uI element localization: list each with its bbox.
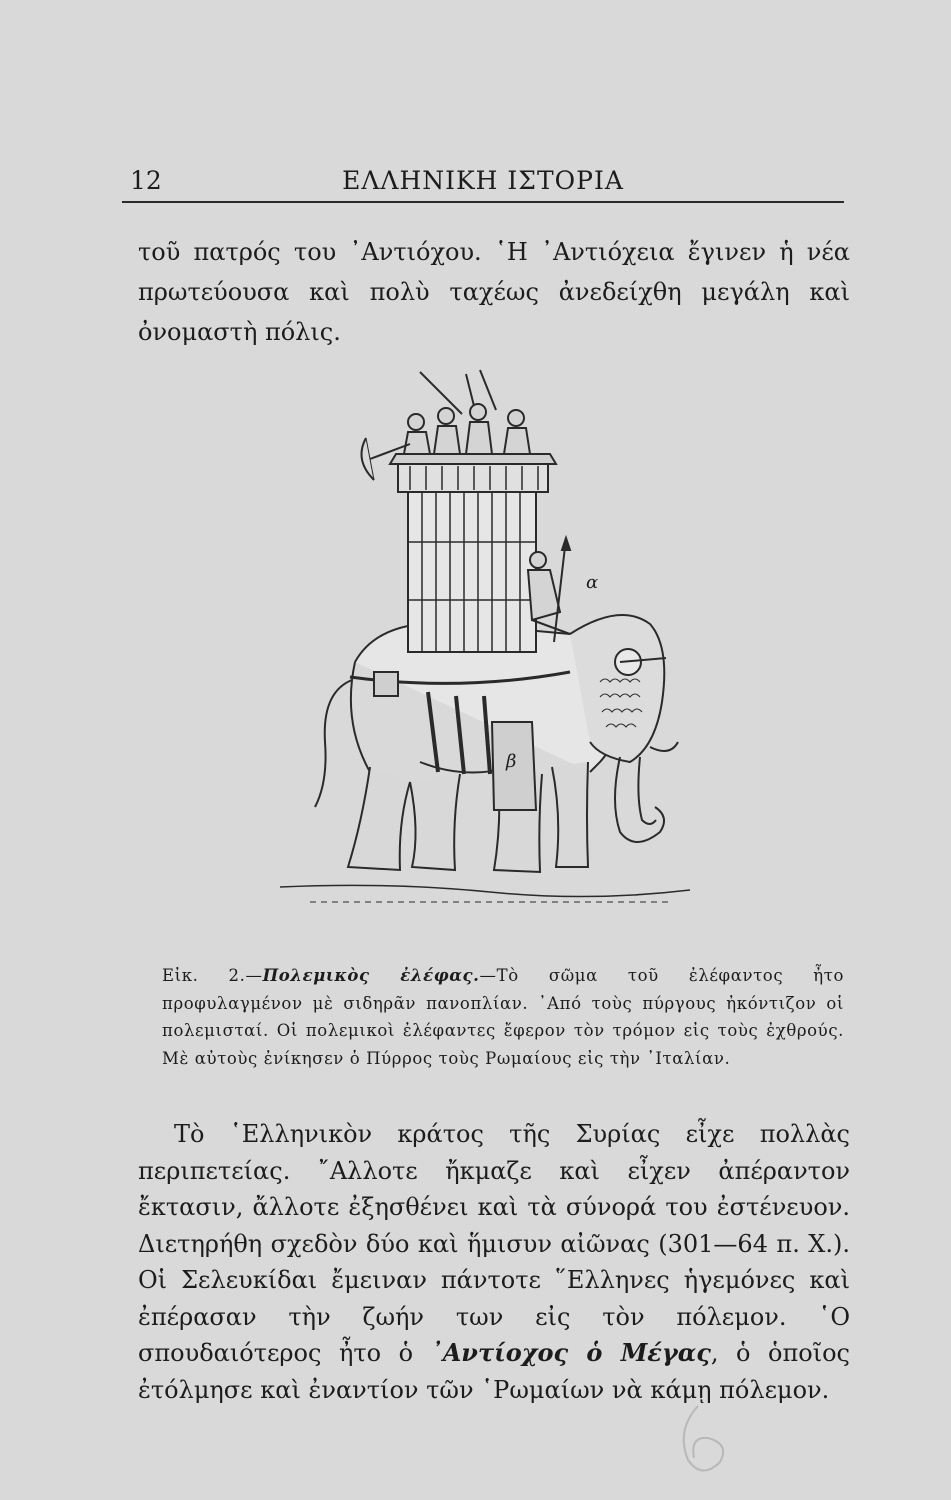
figure-label-b: β bbox=[506, 751, 517, 772]
page-number: 12 bbox=[130, 166, 162, 195]
main-paragraph-text: Τὸ ῾Ελληνικὸν κράτος τῆς Συρίας εἶχε πολλὰς περιπετείας. ῎Αλλοτε ἤκμαζε καὶ εἶχεν ἀπέραντον ἔκτασιν, ἄλλοτε ἐξησθένει καὶ τὰ σύνορά του ἐστένευον. Διετηρήθη σχεδὸν δύο καὶ ἥμισυν αἰῶνας (301—64 π. Χ.). Οἱ Σελευκίδαι ἔμειναν πάντοτε ῞Ελληνες ἡγεμόνες καὶ ἐπέρασαν τὴν ζωήν των εἰς τὸν πόλεμον. ῾Ο σπουδαιότερος ἦτο ὁ bbox=[138, 1120, 850, 1367]
main-paragraph-ending: , ὁ ὁποῖος ἐτόλμησε καὶ ἐναντίον τῶν ῾Ρωμαίων νὰ κάμῃ πόλεμον. bbox=[138, 1339, 850, 1404]
figure-caption bbox=[162, 962, 844, 1072]
running-title: ΕΛΛΗΝΙΚΗ ΙΣΤΟΡΙΑ bbox=[342, 166, 624, 195]
top-paragraph: τοῦ πατρός του ᾽Αντιόχου. ῾Η ᾽Αντιόχεια ἔγινεν ἡ νέα πρωτεύουσα καὶ πολὺ ταχέως ἀνεδείχθη μεγάλη καὶ ὀνομαστὴ πόλις. bbox=[138, 238, 850, 346]
pencil-scribble bbox=[668, 1400, 732, 1482]
main-paragraph bbox=[138, 1116, 850, 1408]
war-elephant-engraving bbox=[270, 362, 710, 922]
caption-prefix: Εἰκ. 2.— bbox=[162, 966, 263, 985]
header-rule bbox=[122, 201, 844, 203]
war-elephant-illustration bbox=[270, 362, 710, 922]
figure-label-a: α bbox=[586, 572, 599, 593]
caption-title: Πολεμικὸς ἐλέφας. bbox=[262, 966, 480, 985]
page-header bbox=[122, 160, 844, 204]
caption-body: —Τὸ σῶμα τοῦ ἐλέφαντος ἦτο προφυλαγμένον μὲ σιδηρᾶν πανοπλίαν. ᾽Από τοὺς πύργους ἠκόντιζον οἱ πολεμισταί. Οἱ πολεμικοὶ ἐλέφαντες ἔφερον τὸν τρόμον εἰς τοὺς ἐχθρούς. Μὲ αὐτοὺς ἐνίκησεν ὁ Πύρρος τοὺς Ρωμαίους εἰς τὴν ᾽Ιταλίαν. bbox=[162, 966, 845, 1068]
king-name: ᾽Αντίοχος ὁ Μέγας bbox=[430, 1338, 711, 1367]
